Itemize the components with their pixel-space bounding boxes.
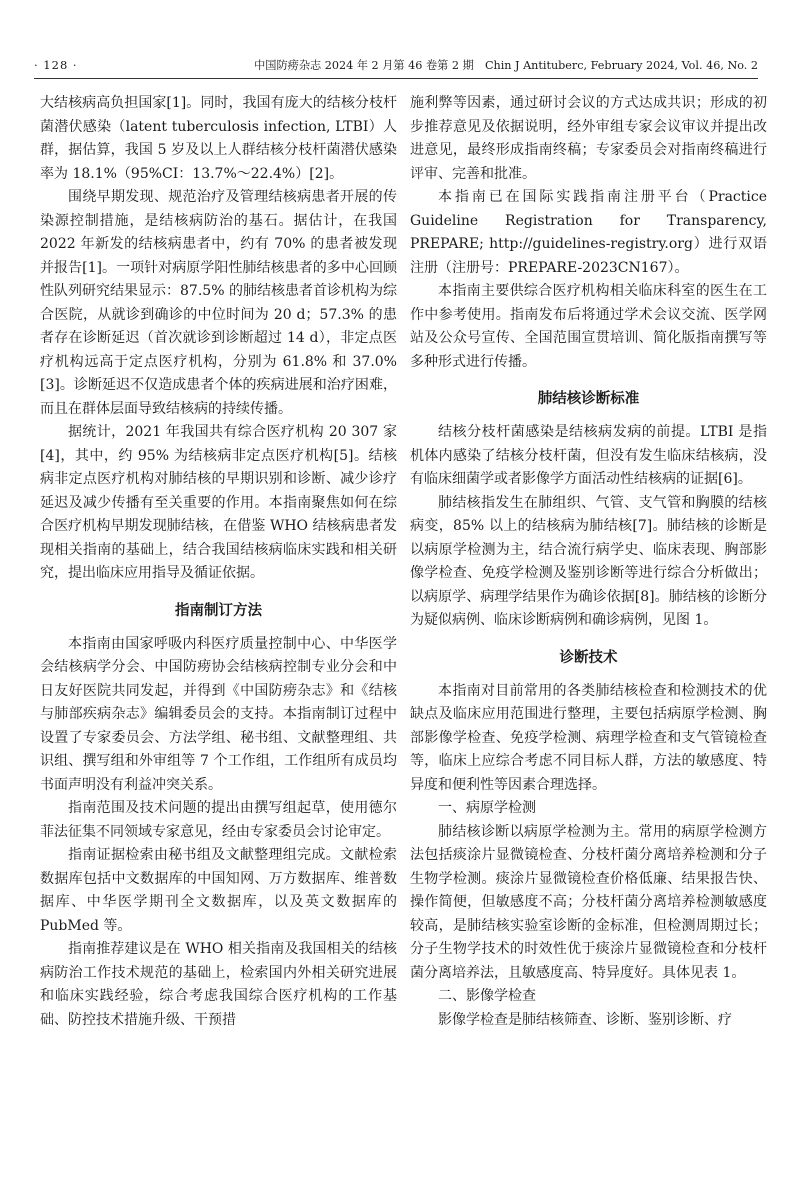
paragraph: 大结核病高负担国家[1]。同时，我国有庞大的结核分枝杆菌潜伏感染（latent tuberculosis infection, LTBI）人群，据估算，我国 5 岁及以上人群结核分枝杆菌潜伏感染率为 18.1%（95%CI：13.7%～22.4%）[2]。 [40, 95, 397, 182]
right-column [410, 92, 767, 1032]
paragraph: 据统计，2021 年我国共有综合医疗机构 20 307 家[4]，其中，约 95% 为结核病非定点医疗机构[5]。结核病非定点医疗机构对肺结核的早期识别和诊断、减少诊疗延迟及减少传播有至关重要的作用。本指南聚焦如何在综合医疗机构早期发现肺结核，在借鉴 WHO 结核病患者发现相关指南的基础上，结合我国结核病临床实践和相关研究，提出临床应用指导及循证依据。 [40, 424, 397, 581]
running-header [34, 56, 758, 74]
paragraph: 本指南已在国际实践指南注册平台（Practice Guideline Registration for Transparency, PREPARE; http://guidelines-registry.org）进行双语注册（注册号：PREPARE-2023CN167）。 [410, 189, 767, 276]
paragraph: 影像学检查是肺结核筛查、诊断、鉴别诊断、疗 [438, 1011, 732, 1028]
left-column [40, 92, 397, 1032]
subsection-heading: 二、影像学检查 [438, 988, 536, 1004]
paragraph: 肺结核指发生在肺组织、气管、支气管和胸膜的结核病变，85% 以上的结核病为肺结核[7]。肺结核的诊断是以病原学检测为主，结合流行病学史、临床表现、胸部影像学检查、免疫学检测及鉴别诊断等进行综合分析做出；以病原学、病理学结果作为确诊依据[8]。肺结核的诊断分为疑似病例、临床诊断病例和确诊病例，见图 1。 [410, 494, 767, 628]
paragraph: 指南推荐建议是在 WHO 相关指南及我国相关的结核病防治工作技术规范的基础上，检索国内外相关研究进展和临床实践经验，综合考虑我国综合医疗机构的工作基础、防控技术措施升级、干预措 [40, 941, 397, 1028]
subsection-heading: 一、病原学检测 [438, 800, 536, 816]
section-heading-method: 指南制订方法 [175, 602, 262, 619]
page-number: · 128 · [34, 58, 78, 72]
paragraph: 本指南主要供综合医疗机构相关临床科室的医生在工作中参考使用。指南发布后将通过学术会议交流、医学网站及公众号宣传、全国范围宣贯培训、简化版指南撰写等多种形式进行传播。 [410, 283, 767, 370]
paragraph: 本指南对目前常用的各类肺结核检查和检测技术的优缺点及临床应用范围进行整理，主要包括病原学检测、胸部影像学检查、免疫学检测、病理学检查和支气管镜检查等，临床上应综合考虑不同目标人群，方法的敏感度、特异度和便利性等因素合理选择。 [410, 682, 767, 793]
paragraph: 指南证据检索由秘书组及文献整理组完成。文献检索数据库包括中文数据库的中国知网、万方数据库、维普数据库、中华医学期刊全文数据库，以及英文数据库的 PubMed 等。 [40, 847, 397, 934]
paragraph: 施利弊等因素，通过研讨会议的方式达成共识；形成的初步推荐意见及依据说明，经外审组专家会议审议并提出改进意见，最终形成指南终稿；专家委员会对指南终稿进行评审、完善和批准。 [410, 95, 767, 182]
header-rule [34, 78, 758, 79]
paragraph: 肺结核诊断以病原学检测为主。常用的病原学检测方法包括痰涂片显微镜检查、分枝杆菌分离培养检测和分子生物学检测。痰涂片显微镜检查价格低廉、结果报告快、操作简便，但敏感度不高；分枝杆菌分离培养检测敏感度较高，是肺结核实验室诊断的金标准，但检测周期过长；分子生物学技术的时效性优于痰涂片显微镜检查和分枝杆菌分离培养法，且敏感度高、特异度好。具体见表 1。 [410, 823, 767, 981]
section-heading-techniques: 诊断技术 [559, 649, 618, 666]
paragraph: 围绕早期发现、规范治疗及管理结核病患者开展的传染源控制措施，是结核病防治的基石。据估计，在我国 2022 年新发的结核病患者中，约有 70% 的患者被发现并报告[1]。一项针对病原学阳性肺结核患者的多中心回顾性队列研究结果显示：87.5% 的肺结核患者首诊机构为综合医院，从就诊到确诊的中位时间为 20 d；57.3% 的患者存在诊断延迟（首次就诊到诊断超过 14 d），非定点医疗机构远高于定点医疗机构，分别为 61.8% 和 37.0%[3]。诊断延迟不仅造成患者个体的疾病进展和治疗困难，而且在群体层面导致结核病的持续传播。 [40, 189, 397, 417]
paragraph: 指南范围及技术问题的提出由撰写组起草，使用德尔菲法征集不同领域专家意见，经由专家委员会讨论审定。 [40, 800, 397, 840]
paragraph: 本指南由国家呼吸内科医疗质量控制中心、中华医学会结核病学分会、中国防痨协会结核病控制专业分会和中日友好医院共同发起，并得到《中国防痨杂志》和《结核与肺部疾病杂志》编辑委员会的支持。本指南制订过程中设置了专家委员会、方法学组、秘书组、文献整理组、共识组、撰写组和外审组等 7 个工作组，工作组所有成员均书面声明没有利益冲突关系。 [40, 635, 397, 793]
paragraph: 结核分枝杆菌感染是结核病发病的前提。LTBI 是指机体内感染了结核分枝杆菌，但没有发生临床结核病，没有临床细菌学或者影像学方面活动性结核病的证据[6]。 [410, 424, 767, 487]
journal-citation: 中国防痨杂志 2024 年 2 月第 46 卷第 2 期 Chin J Antituberc, February 2024, Vol. 46, No. 2 [254, 59, 758, 72]
section-heading-criteria: 肺结核诊断标准 [537, 391, 640, 407]
